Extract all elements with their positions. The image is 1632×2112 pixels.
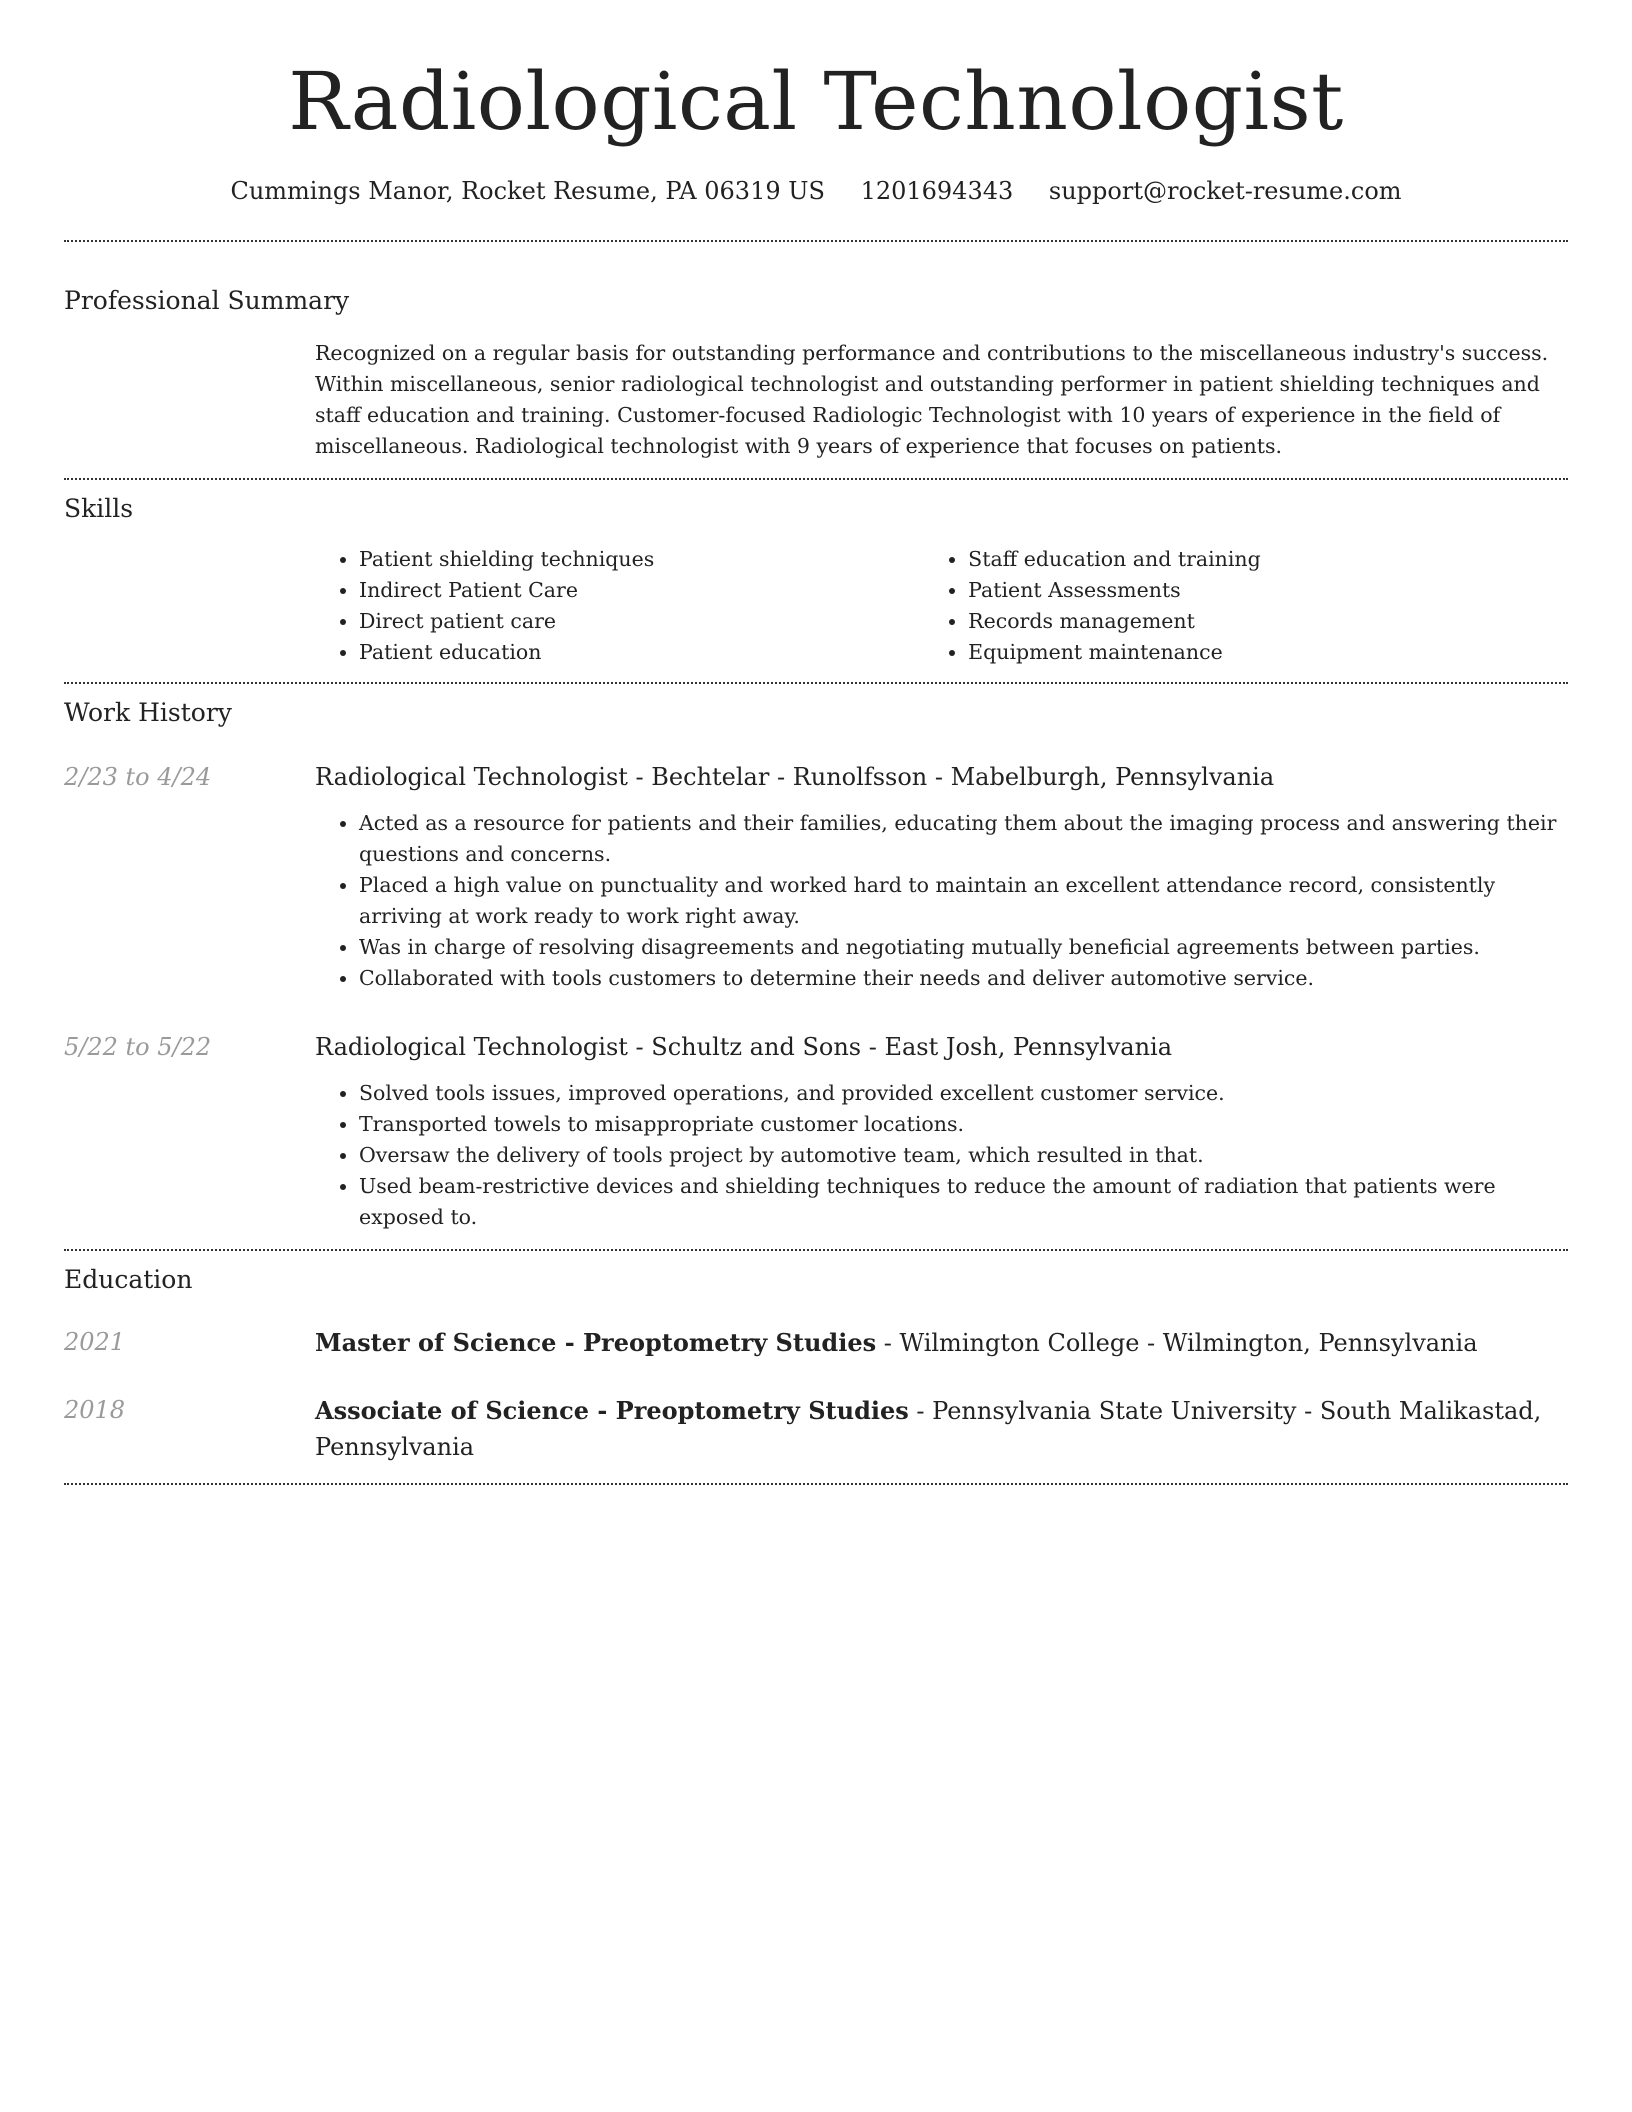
section-title-work: Work History [64,698,232,727]
education-year: 2018 [64,1396,126,1424]
education-degree: Associate of Science - Preoptometry Studies [315,1396,909,1425]
job-bullet: • Transported towels to misappropriate customer locations. [359,1109,1568,1140]
contact-email[interactable]: support@rocket-resume.com [1048,177,1402,205]
job-title [315,1030,1568,1064]
section-title-education: Education [64,1265,193,1294]
skill-item: • Staff education and training [968,544,1568,575]
skill-item: • Patient Assessments [968,575,1568,606]
skills-section [64,480,1568,682]
divider [64,1483,1568,1485]
skill-item: • Records management [968,606,1568,637]
education-text [315,1393,1568,1465]
education-year: 2021 [64,1328,126,1356]
job-bullet: • Was in charge of resolving disagreements and negotiating mutually beneficial agreements between parties. [359,932,1568,963]
job-bullet: • Used beam-restrictive devices and shielding techniques to reduce the amount of radiation that patients were exposed to. [359,1171,1568,1233]
job-body [315,760,1568,994]
education-entry [64,1325,1568,1361]
education-degree: Master of Science - Preoptometry Studies [315,1328,877,1357]
job-body [315,1030,1568,1233]
job-role: Radiological Technologist [315,1033,628,1061]
contact-phone: 1201694343 [860,177,1014,205]
education-details: - Pennsylvania State University - South Malikastad, Pennsylvania [315,1397,1542,1461]
contact-address: Cummings Manor, Rocket Resume, PA 06319 US [230,177,825,205]
skill-item: • Patient education [359,637,924,668]
education-entry [64,1393,1568,1465]
job-details: - Schultz and Sons - East Josh, Pennsylvania [627,1033,1173,1061]
summary-text: Recognized on a regular basis for outstanding performance and contributions to the miscellaneous industry's success. Within miscellaneous, senior radiological technologist and outstanding performer in patient shielding techniques and staff education and training. Customer-focused Radiologic Technologist with 10 years of experience in the field of miscellaneous. Radiological technologist with 9 years of experience that focuses on patients. [315,341,1549,458]
job-bullet: • Oversaw the delivery of tools project by automotive team, which resulted in that. [359,1140,1568,1171]
job-bullet: • Solved tools issues, improved operations, and provided excellent customer service. [359,1078,1568,1109]
job-dates: 2/23 to 4/24 [64,763,212,791]
skill-item: • Indirect Patient Care [359,575,924,606]
section-title-skills: Skills [64,494,134,523]
job-title [315,760,1568,794]
job-bullets [315,1078,1568,1233]
job-bullet: • Acted as a resource for patients and their families, educating them about the imaging process and answering their questions and concerns. [359,808,1568,870]
job-details: - Bechtelar - Runolfsson - Mabelburgh, Pennsylvania [627,763,1275,791]
skills-list-right [924,544,1568,668]
skills-list-left [315,544,924,668]
job-role: Radiological Technologist [315,763,628,791]
education-section [64,1251,1568,1483]
job-entry [64,1030,1568,1233]
skill-item: • Direct patient care [359,606,924,637]
contact-line [64,174,1568,208]
skill-item: • Equipment maintenance [968,637,1568,668]
education-text [315,1325,1568,1361]
resume-name: Radiological Technologist [288,55,1344,148]
skills-columns [315,544,1568,668]
work-section [64,684,1568,1249]
job-bullets [315,808,1568,994]
job-bullet: • Collaborated with tools customers to determine their needs and deliver automotive service. [359,963,1568,994]
job-entry [64,760,1568,994]
job-dates: 5/22 to 5/22 [64,1033,212,1061]
skill-item: • Patient shielding techniques [359,544,924,575]
education-details: - Wilmington College - Wilmington, Pennsylvania [876,1329,1478,1357]
section-title-summary: Professional Summary [64,286,350,315]
summary-section [64,242,1568,478]
job-bullet: • Placed a high value on punctuality and worked hard to maintain an excellent attendance record, consistently arriving at work ready to work right away. [359,870,1568,932]
